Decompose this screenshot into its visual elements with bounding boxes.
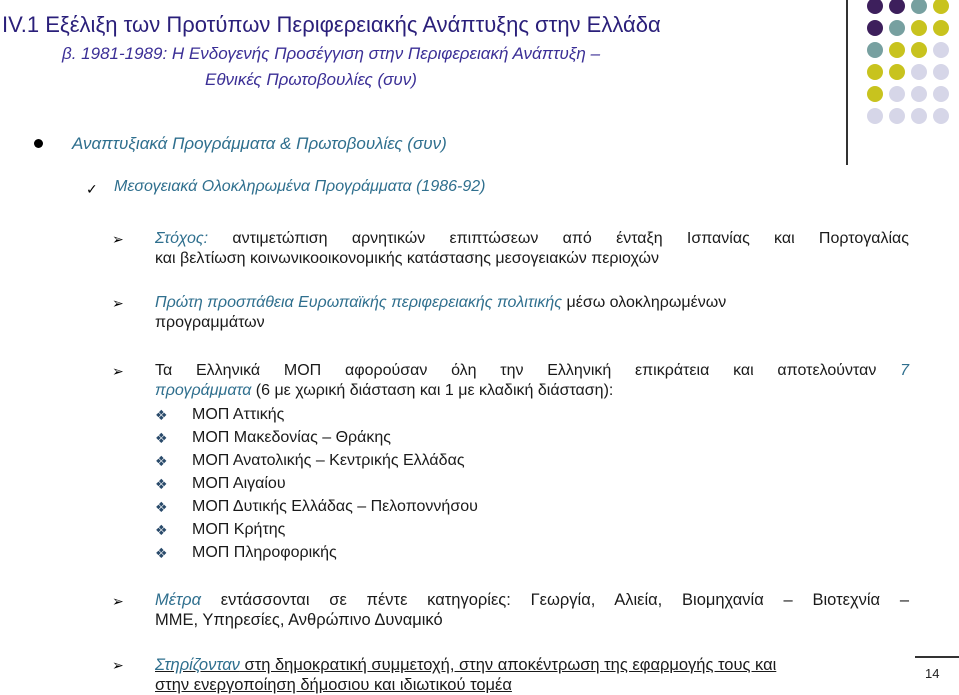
mop-list-item: ΜΟΠ Δυτικής Ελλάδας – Πελοποννήσου: [192, 498, 478, 515]
diamond-bullet-icon: ❖: [155, 476, 168, 492]
decorative-dot: [889, 42, 905, 58]
item1-line2: και βελτίωση κοινωνικοοικονομικής κατάστασης μεσογειακών περιοχών: [155, 250, 659, 267]
decorative-vertical-line: [846, 0, 848, 165]
item3-line1: Τα Ελληνικά ΜΟΠ αφορούσαν όλη την Ελληνική επικράτεια και αποτελούνταν 7: [155, 362, 909, 379]
item5-line2: στην ενεργοποίηση δήμοσιου και ιδιωτικού τομέα: [155, 676, 512, 694]
decorative-dot: [933, 42, 949, 58]
decorative-dot: [867, 42, 883, 58]
decorative-horizontal-line: [915, 656, 959, 658]
decorative-dot: [889, 86, 905, 102]
diamond-bullet-icon: ❖: [155, 430, 168, 446]
slide-subtitle-line2: Εθνικές Πρωτοβουλίες (συν): [205, 70, 417, 89]
decorative-dot: [933, 0, 949, 14]
decorative-dot: [911, 64, 927, 80]
decorative-dot: [889, 108, 905, 124]
decorative-dot: [911, 108, 927, 124]
diamond-bullet-icon: ❖: [155, 499, 168, 515]
decorative-dot: [867, 0, 883, 14]
round-bullet-icon: [34, 139, 43, 148]
decorative-dot: [911, 42, 927, 58]
decorative-dot: [889, 20, 905, 36]
decorative-dot: [867, 64, 883, 80]
arrow-bullet-icon: ➢: [112, 363, 124, 379]
item4-line2: ΜΜΕ, Υπηρεσίες, Ανθρώπινο Δυναμικό: [155, 611, 443, 629]
item1-line1: Στόχος: αντιμετώπιση αρνητικών επιπτώσεων από ένταξη Ισπανίας και Πορτογαλίας: [155, 230, 909, 247]
page-number: 14: [925, 666, 940, 681]
slide-subtitle-line1: β. 1981-1989: Η Ενδογενής Προσέγγιση στην Περιφερειακή Ανάπτυξη –: [62, 44, 601, 63]
mop-list-item: ΜΟΠ Αιγαίου: [192, 475, 286, 492]
check-bullet-icon: ✓: [86, 181, 98, 197]
mop-list-item: ΜΟΠ Πληροφορικής: [192, 544, 337, 561]
level2-heading: Μεσογειακά Ολοκληρωμένα Προγράμματα (1986-92): [114, 178, 486, 195]
item2-line1: Πρώτη προσπάθεια Ευρωπαϊκής περιφερειακής πολιτικής μέσω ολοκληρωμένων: [155, 294, 727, 311]
item2-line2: προγραμμάτων: [155, 314, 265, 331]
arrow-bullet-icon: ➢: [112, 657, 124, 673]
decorative-dot: [933, 64, 949, 80]
decorative-dot: [867, 108, 883, 124]
item5-line1: Στηρίζονταν στη δημοκρατική συμμετοχή, στην αποκέντρωση της εφαρμογής τους και: [155, 656, 777, 674]
item3-line2: προγράμματα (6 με χωρική διάσταση και 1 με κλαδική διάσταση):: [155, 382, 614, 399]
arrow-bullet-icon: ➢: [112, 231, 124, 247]
arrow-bullet-icon: ➢: [112, 593, 124, 609]
decorative-dot: [889, 64, 905, 80]
mop-list-item: ΜΟΠ Αττικής: [192, 406, 285, 423]
decorative-dot: [933, 108, 949, 124]
slide-title: IV.1 Εξέλιξη των Προτύπων Περιφερειακής Ανάπτυξης στην Ελλάδα: [2, 12, 661, 37]
decorative-dot: [867, 20, 883, 36]
diamond-bullet-icon: ❖: [155, 453, 168, 469]
diamond-bullet-icon: ❖: [155, 522, 168, 538]
decorative-dot: [911, 20, 927, 36]
diamond-bullet-icon: ❖: [155, 545, 168, 561]
mop-list-item: ΜΟΠ Κρήτης: [192, 521, 286, 538]
mop-list-item: ΜΟΠ Ανατολικής – Κεντρικής Ελλάδας: [192, 452, 465, 469]
item4-line1: Μέτρα εντάσσονται σε πέντε κατηγορίες: Γεωργία, Αλιεία, Βιομηχανία – Βιοτεχνία –: [155, 591, 909, 609]
diamond-bullet-icon: ❖: [155, 407, 168, 423]
decorative-dot: [933, 20, 949, 36]
decorative-dot: [889, 0, 905, 14]
decorative-dot: [911, 86, 927, 102]
mop-list-item: ΜΟΠ Μακεδονίας – Θράκης: [192, 429, 391, 446]
decorative-dot: [867, 86, 883, 102]
decorative-dot: [933, 86, 949, 102]
decorative-dot: [911, 0, 927, 14]
arrow-bullet-icon: ➢: [112, 295, 124, 311]
level1-heading: Αναπτυξιακά Προγράμματα & Πρωτοβουλίες (συν): [72, 134, 447, 153]
